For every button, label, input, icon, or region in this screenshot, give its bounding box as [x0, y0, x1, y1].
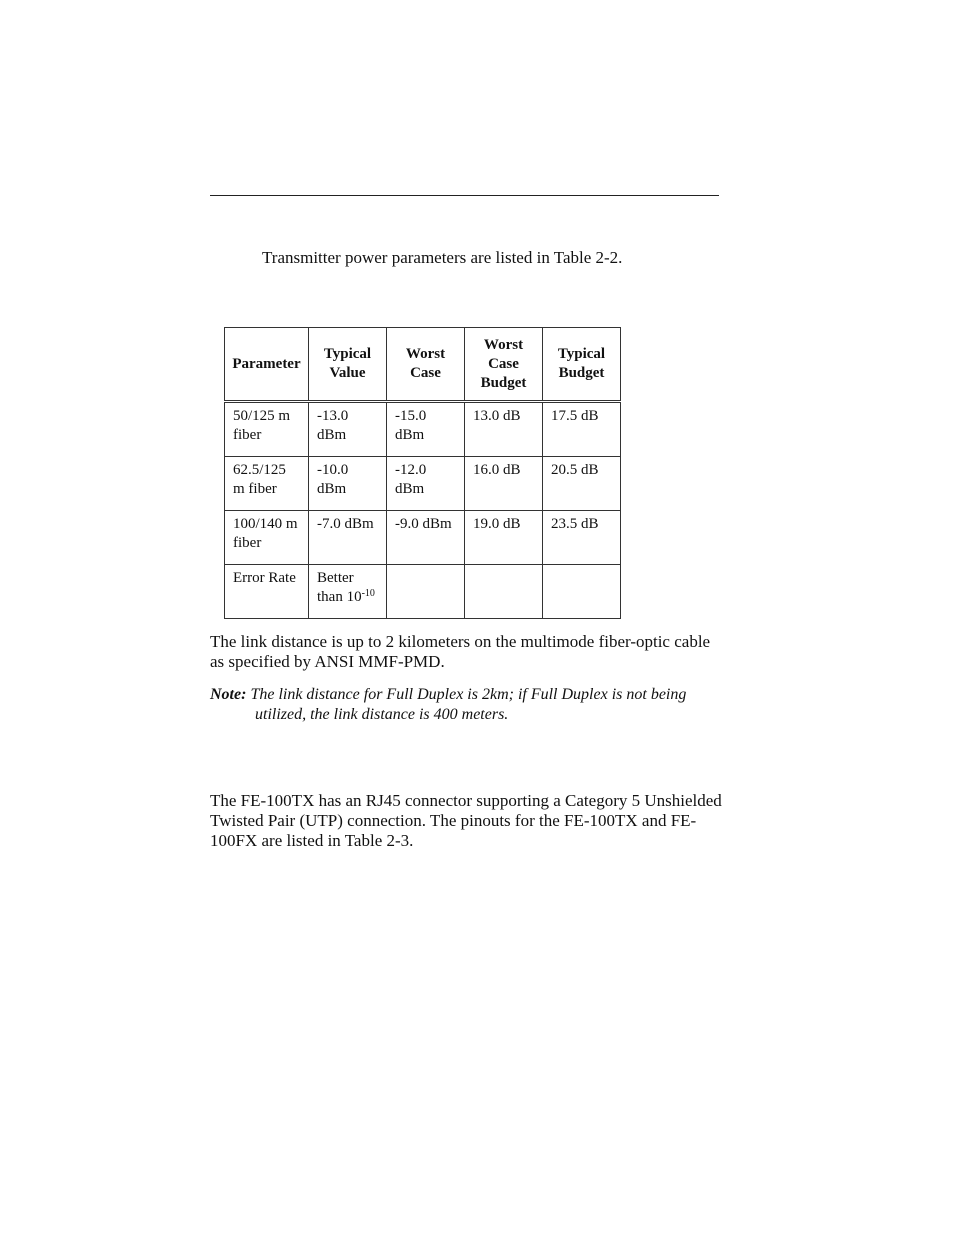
header-worst-case: Worst Case — [387, 328, 465, 402]
cell-worst-case — [387, 565, 465, 619]
table-row — [225, 457, 621, 511]
cell-worst-case-budget: 16.0 dB — [465, 457, 543, 511]
header-rule — [210, 195, 719, 196]
cell-typical-budget — [543, 565, 621, 619]
table-header-row — [225, 328, 621, 402]
error-rate-exponent: -10 — [361, 588, 375, 599]
cell-worst-case-budget — [465, 565, 543, 619]
cell-parameter: 62.5/125 m fiber — [225, 457, 309, 511]
cell-worst-case-budget: 19.0 dB — [465, 511, 543, 565]
note-line-2: utilized, the link distance is 400 meters. — [255, 706, 509, 723]
cell-typical-budget: 23.5 dB — [543, 511, 621, 565]
note-line-1: The link distance for Full Duplex is 2km; if Full Duplex is not being — [250, 686, 687, 703]
table-row — [225, 511, 621, 565]
cell-typical-value: -10.0 dBm — [309, 457, 387, 511]
header-typical-value: Typical Value — [309, 328, 387, 402]
cell-typical-budget: 17.5 dB — [543, 402, 621, 457]
transmitter-power-table — [224, 327, 621, 619]
cell-worst-case-budget: 13.0 dB — [465, 402, 543, 457]
note-block — [210, 685, 722, 725]
cell-parameter: Error Rate — [225, 565, 309, 619]
header-typical-budget: Typical Budget — [543, 328, 621, 402]
rj45-paragraph: The FE-100TX has an RJ45 connector supporting a Category 5 Unshielded Twisted Pair (UTP) connection. The pinouts for the FE-100TX and FE-100FX are listed in Table 2-3. — [210, 791, 722, 850]
table-row — [225, 402, 621, 457]
header-parameter: Parameter — [225, 328, 309, 402]
cell-typical-value — [309, 565, 387, 619]
intro-paragraph: Transmitter power parameters are listed in Table 2-2. — [262, 248, 623, 267]
cell-typical-value: -13.0 dBm — [309, 402, 387, 457]
cell-typical-value: -7.0 dBm — [309, 511, 387, 565]
header-worst-case-budget: Worst Case Budget — [465, 328, 543, 402]
cell-parameter: 100/140 m fiber — [225, 511, 309, 565]
cell-typical-budget: 20.5 dB — [543, 457, 621, 511]
table-row — [225, 565, 621, 619]
cell-worst-case: -15.0 dBm — [387, 402, 465, 457]
note-label: Note: — [210, 686, 247, 703]
error-rate-text: Better than 10 — [317, 570, 362, 605]
cell-worst-case: -12.0 dBm — [387, 457, 465, 511]
cell-parameter: 50/125 m fiber — [225, 402, 309, 457]
cell-worst-case: -9.0 dBm — [387, 511, 465, 565]
link-distance-paragraph: The link distance is up to 2 kilometers on the multimode fiber-optic cable as specified by ANSI MMF-PMD. — [210, 632, 711, 671]
